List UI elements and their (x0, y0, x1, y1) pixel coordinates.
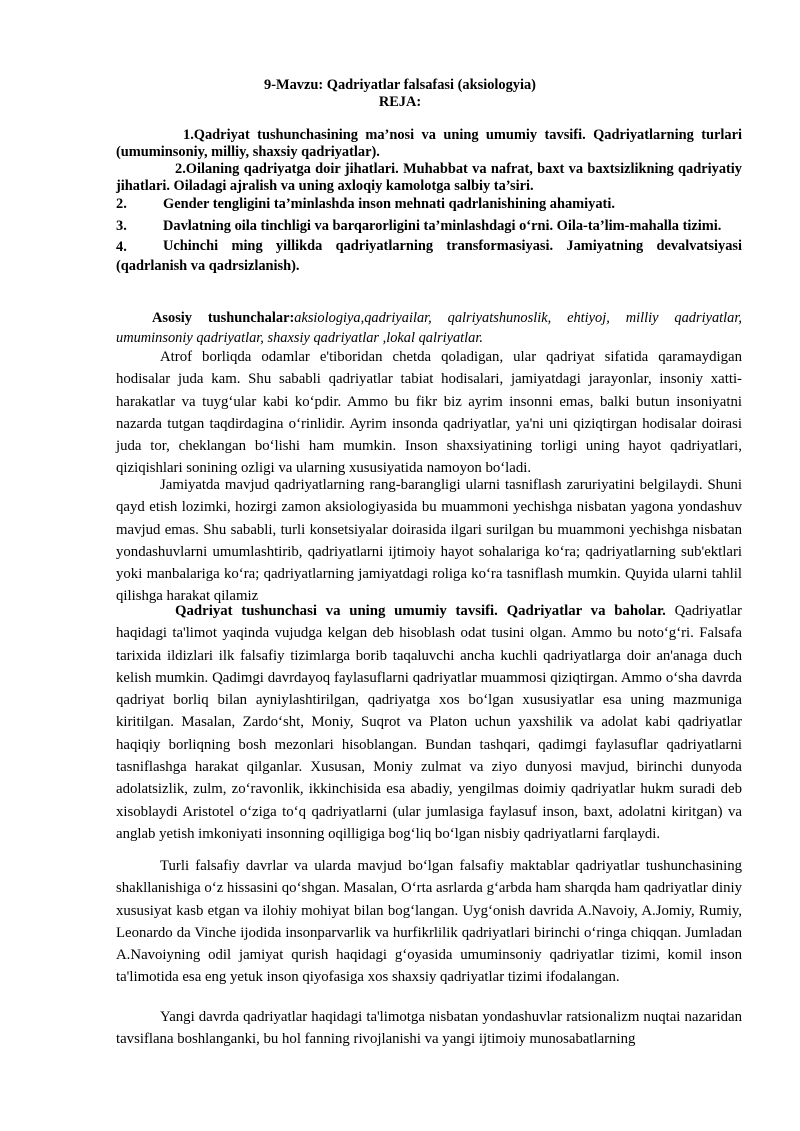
paragraph-1 (116, 346, 742, 480)
paragraph-5-text: Yangi davrda qadriyatlar haqidagi ta'limotga nisbatan yondashuvlar ratsionalizm nuqtai nazaridan tavsiflana boshlanganki, bu hol fanning rivojlanishi va yangi ijtimoiy munosabatlarning (116, 1009, 742, 1048)
plan-item-2 (116, 161, 742, 195)
plan-item-3-text: Gender tengligini ta’minlashda inson mehnati qadrlanishining ahamiyati. (163, 196, 615, 212)
paragraph-4 (116, 855, 742, 989)
paragraph-3 (116, 600, 742, 845)
plan-item-1 (116, 127, 742, 161)
plan-item-3-number: 2. (116, 196, 127, 212)
section-heading: Qadriyat tushunchasi va uning umumiy tavsifi. Qadriyatlar va baholar. (175, 603, 666, 619)
key-concepts-list: aksiologiya,qadriyailar, qalriyatshunoslik, ehtiyoj, milliy qadriyatlar, umuminsoniy qadriyatlar, shaxsiy qadriyatlar ,lokal qalriyatlar. (116, 310, 742, 346)
plan-item-4 (116, 215, 742, 237)
plan-item-1-text: 1.Qadriyat tushunchasining ma’nosi va uning umumiy tavsifi. Qadriyatlarning turlari (umuminsoniy, milliy, shaxsiy qadriyatlar). (116, 127, 742, 160)
paragraph-3-body: Qadriyatlar haqidagi ta'limot yaqinda vujudga kelgan deb hisoblash odat tusini olgan. Ammo bu noto‘g‘ri. Falsafa tarixida ildizlari ilk falsafiy tizimlarga borib taqaluvchi ancha kuchli qadriyatlarga doir an'anaga duch kelish mumkin. Qadimgi davrdayoq faylasuflarni qadriyatlar muammosi qiziqtirgan. Ammo o‘sha davrda qadriyat borliq bilan ayniylashtirilgan, qadriyatga xos bo‘lgan xususiyatlar esa uning mazmuniga kiritilgan. Masalan, Zardo‘sht, Moniy, Suqrot va Platon uchun yaxshilik va adolat kabi qadriyatlar haqiqiy borliqning bosh mezonlari hisoblangan. Bundan tashqari, qadimgi faylasuflar qadriyatlarni tasniflashga harakat qilganlar. Xususan, Moniy zulmat va ziyo dunyosi mavjud, birinchi dunyoda adolatsizlik, zulm, zo‘ravonlik, ikkinchisida esa abadiy, yengilmas doimiy qadriyatlar hukm suradi deb xisoblaydi Aristotel o‘ziga to‘q qadriyatlarni (ular jumlasiga faylasuf inson, baxt, adolatni kiritgan) va anglab yetish imkoniyati insonning oqilligiga bog‘liq bo‘lgan nisbiy qadriyatlarni farqlaydi. (116, 603, 742, 842)
document-title: 9-Mavzu: Qadriyatlar falsafasi (aksiologyia) (264, 77, 536, 93)
paragraph-5 (116, 1006, 742, 1051)
plan-item-2-text: 2.Oilaning qadriyatga doir jihatlari. Muhabbat va nafrat, baxt va baxtsizlikning qadriyatiy jihatlari. Oiladagi ajralish va uning axloqiy kamolotga salbiy ta’siri. (116, 161, 742, 194)
paragraph-1-text: Atrof borliqda odamlar e'tiboridan chetda qoladigan, ular qadriyat sifatida qaramaydigan hodisalar juda kam. Shu sababli qadriyatlar tabiat hodisalari, jamiyatdagi jarayonlar, insoniy xatti-harakatlar va tuyg‘ular kabi ko‘pdir. Ammo bu fikr biz ayrim insonni emas, balki butun insoniyatni nazarda tutgan taqdirdagina o‘rinlidir. Ayrim insonda qadriyatlar, ya'ni uni qiziqtirgan hodisalar doirasi juda tor, cheklangan bo‘lishi ham mumkin. Inson shaxsiyatining torligi uning hayot qadriyatlari, qiziqishlari sonining ozligi va ularning xususiyatida namoyon bo‘ladi. (116, 349, 742, 477)
plan-item-5 (116, 236, 742, 276)
plan-heading: REJA: (378, 94, 422, 110)
plan-item-5-number: 4. (116, 239, 127, 255)
plan-item-4-text: Davlatning oila tinchligi va barqarorligini ta’minlashdagi o‘rni. Oila-ta’lim-mahalla tizimi. (163, 218, 722, 234)
plan-item-3 (116, 193, 742, 215)
plan-item-4-number: 3. (116, 218, 127, 234)
key-concepts (116, 308, 742, 348)
paragraph-2 (116, 474, 742, 608)
key-concepts-label: Asosiy tushunchalar: (152, 310, 295, 326)
paragraph-2-text: Jamiyatda mavjud qadriyatlarning rang-barangligi ularni tasniflash zaruriyatini belgilaydi. Shuni qayd etish lozimki, hozirgi zamon aksiologiyasida bu muammoni yechishga nisbatan yagona yondashuv mavjud emas. Shu sababli, turli konsetsiyalar doirasida ilgari surilgan bu muammoni yechishga nisbatan yondashuvlarni umumlashtirib, qadriyatlarni ijtimoiy hayot sohalariga ko‘ra; qadriyatlarning sub'ektlari yoki manbalariga ko‘ra; qadriyatlarning jamiyatdagi roliga ko‘ra tasniflash mumkin. Quyida ularni tahlil qilishga harakat qilamiz (116, 477, 742, 605)
paragraph-3-text (116, 600, 742, 845)
plan-item-5-text: Uchinchi ming yillikda qadriyatlarning transformasiyasi. Jamiyatning devalvatsiyasi (qadrlanish va qadrsizlanish). (116, 238, 742, 274)
paragraph-4-text: Turli falsafiy davrlar va ularda mavjud bo‘lgan falsafiy maktablar qadriyatlar tushunchasining shakllanishiga o‘z hissasini qo‘shgan. Masalan, O‘rta asrlarda g‘arbda ham sharqda ham qadriyatlar diniy xususiyat kasb etgan va ilohiy mohiyat bilan bog‘langan. Uyg‘onish davrida A.Navoiy, A.Jomiy, Rumiy, Leonardo da Vinche ijodida insonparvarlik va hurfikrlilik qadriyatlari birinchi o‘ringa chiqqan. Jumladan A.Navoiyning odil jamiyat qurish haqidagi g‘oyasida umuminsoniy qadriyatlar tizimi, komil inson ta'limotida esa eng yetuk inson qiyofasiga xos shaxsiy qadriyatlar tizimi ifodalangan. (116, 858, 742, 986)
